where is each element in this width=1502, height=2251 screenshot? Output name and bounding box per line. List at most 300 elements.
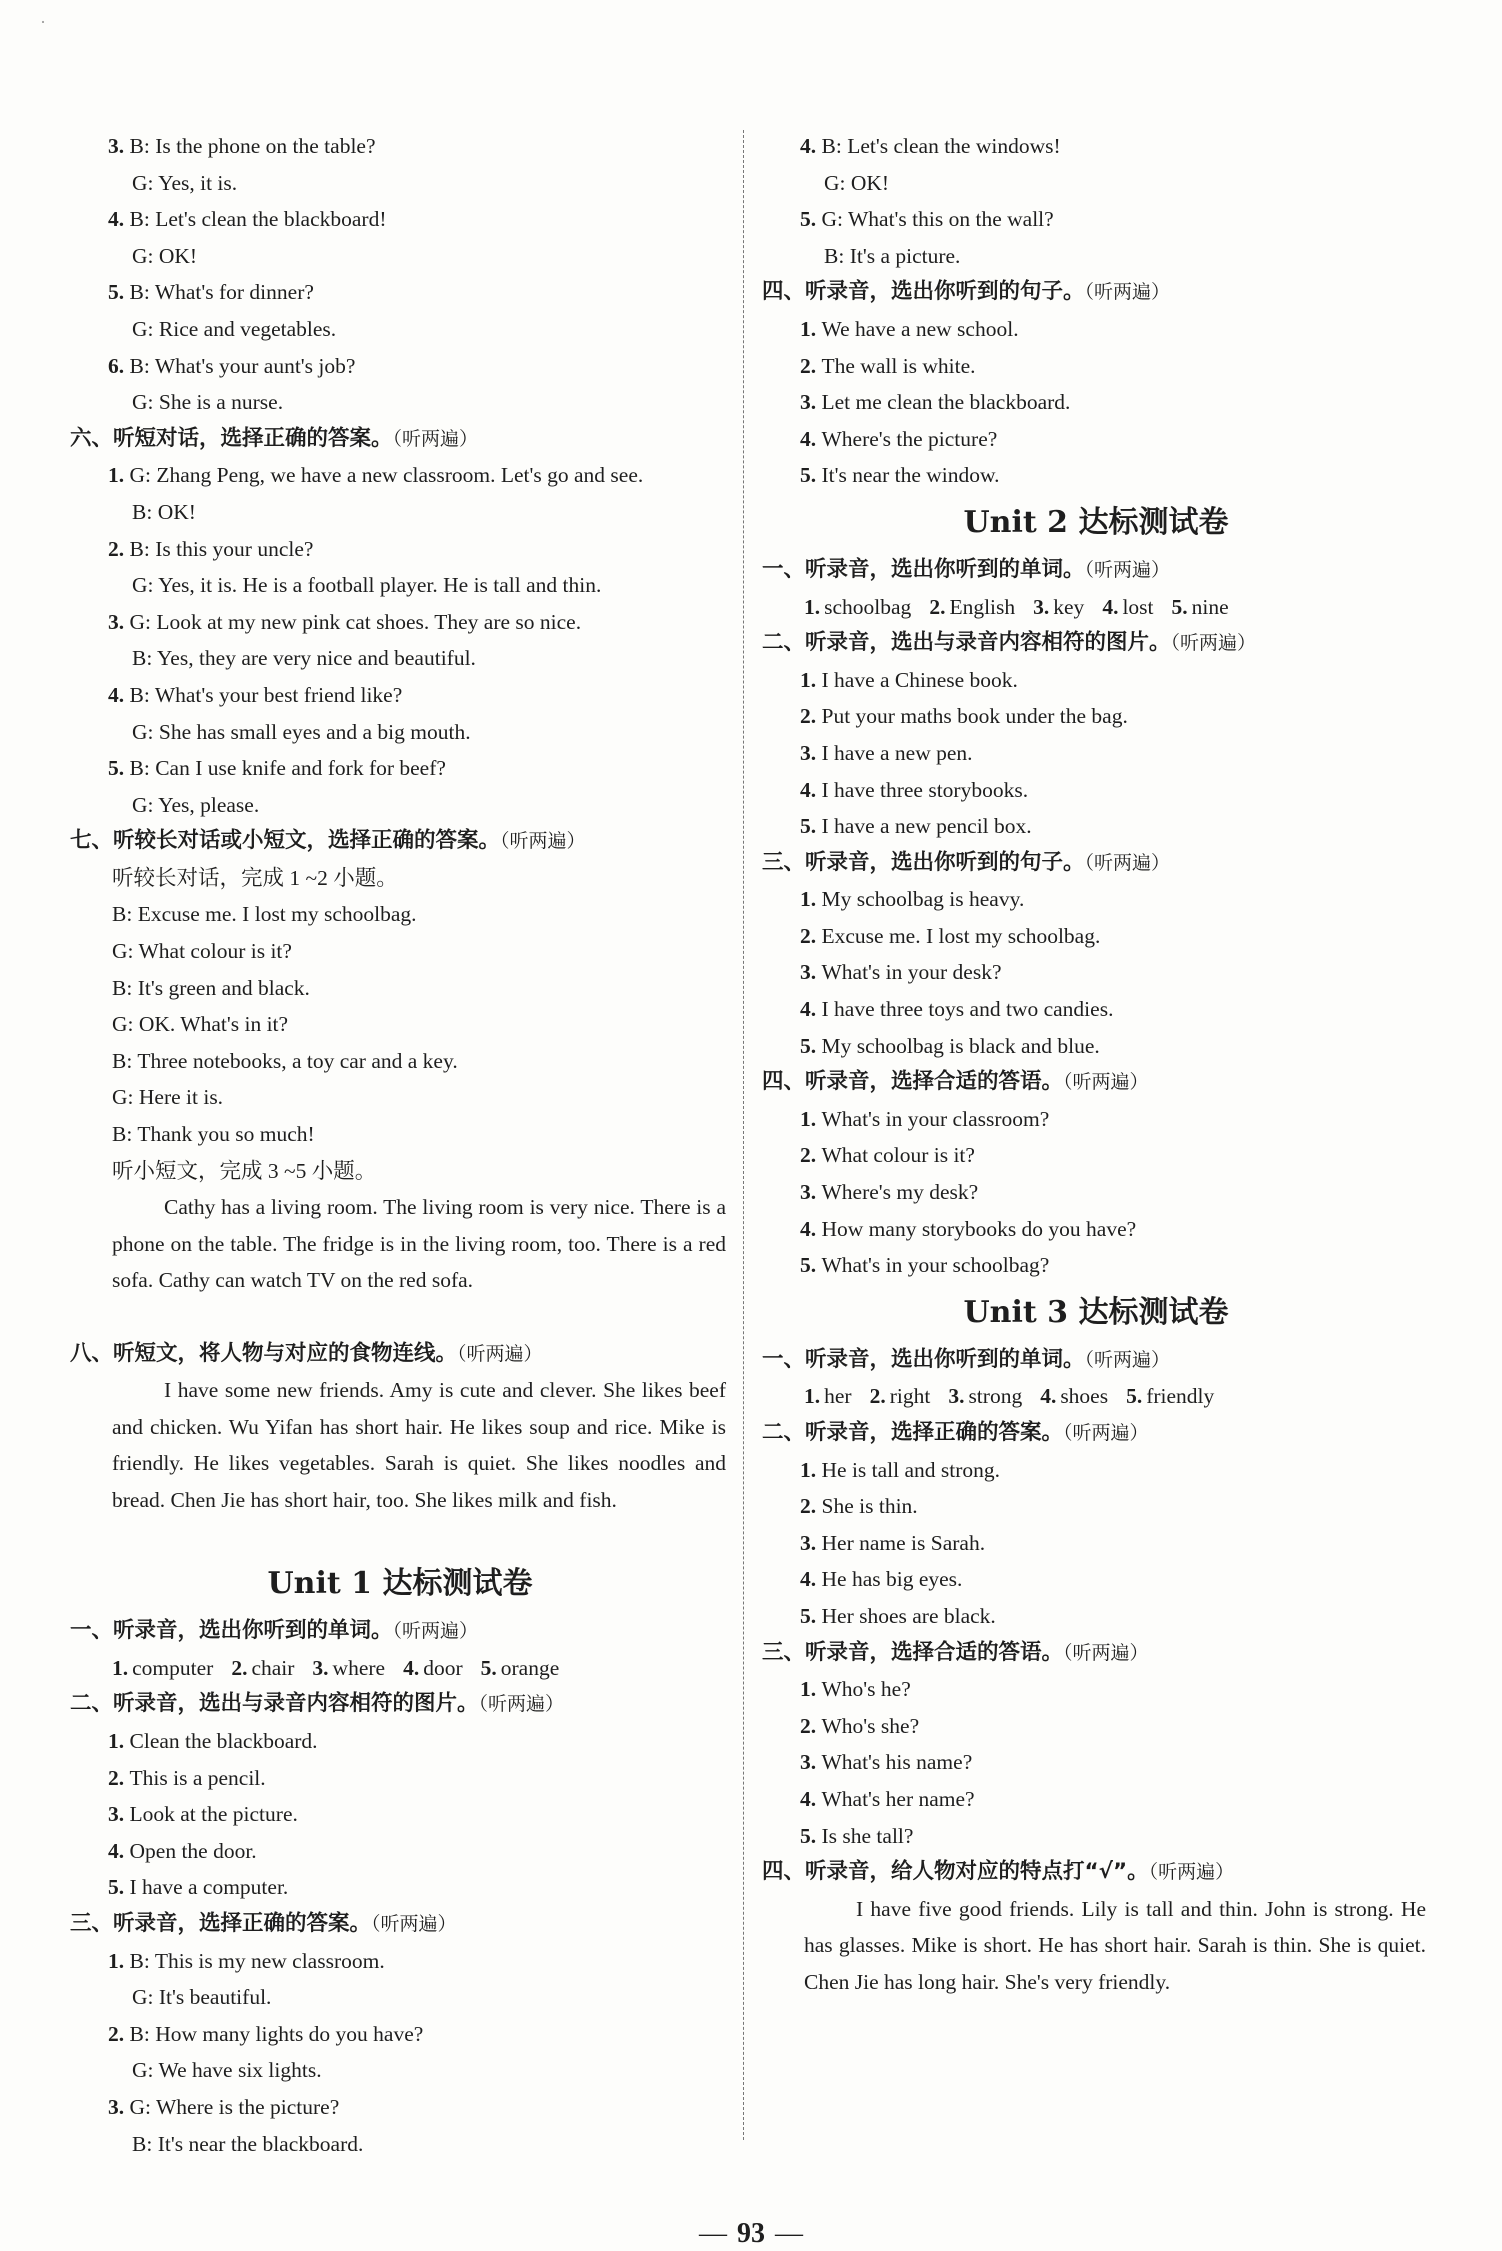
question-number: 5. [108,756,130,781]
question-number: 4. [800,1786,822,1811]
question-line [762,1174,1430,1211]
word-number: 4. [1040,1384,1057,1409]
question-line [762,1598,1430,1635]
question-number: 2. [108,2021,130,2046]
speaker: G: [824,170,851,195]
question-text: Is she tall? [821,1823,914,1848]
word-option: schoolbag [824,594,912,619]
word-number: 2. [929,594,946,619]
question-number: 3. [800,740,822,765]
question-number: 5. [108,280,130,305]
question-number: 5. [800,1823,822,1848]
question-line [70,201,730,238]
speaker: G: [132,792,159,817]
speaker: G: [132,1985,159,2010]
unit-title: Unit 3 达标测试卷 [963,1294,1229,1330]
section-heading-text: 八、听短文，将人物与对应的食物连线。 [70,1340,458,1366]
answer-line [70,494,730,531]
section-heading [70,1613,730,1650]
section-heading-text: 三、听录音，选择正确的答案。 [70,1910,372,1936]
word-number: 3. [312,1655,329,1680]
speaker: B: [112,1122,138,1147]
question-line [70,128,730,165]
question-number: 4. [800,134,822,158]
word-number: 5. [1171,594,1188,619]
question-line [762,311,1430,348]
question-line [762,1708,1430,1745]
question-line [762,1211,1430,1248]
answer-text: OK! [158,243,198,268]
question-line [762,1744,1430,1781]
answer-line [70,238,730,275]
question-number: 4. [800,1567,822,1592]
question-text: Look at my new pink cat shoes. They are so nice. [156,609,582,634]
question-line [70,1943,730,1980]
answer-line [70,384,730,421]
unit-title: Unit 2 达标测试卷 [963,504,1229,540]
dialogue-text: It's green and black. [137,975,310,1000]
question-text: She is thin. [821,1494,918,1519]
question-text: This is my new classroom. [154,1948,385,1973]
answer-line [70,2052,730,2089]
question-number: 1. [108,463,130,488]
question-number: 2. [800,353,822,378]
answer-line [70,714,730,751]
question-number: 1. [800,1677,822,1702]
word-option: English [949,594,1016,619]
dialogue-line [70,970,730,1007]
section-heading-text: 三、听录音，选择合适的答语。 [762,1639,1064,1665]
question-number: 4. [800,426,822,451]
question-line [70,1796,730,1833]
question-text: The wall is white. [821,353,976,378]
section-heading-text: 二、听录音，选出与录音内容相符的图片。 [70,1691,479,1717]
answer-text: It's beautiful. [158,1985,272,2010]
question-line [762,384,1430,421]
word-list [70,1650,730,1687]
question-text: Where is the picture? [156,2094,340,2119]
question-text: What's his name? [821,1750,973,1775]
page-footer: — 93 — [699,2218,803,2249]
question-line [70,457,730,494]
speaker: B: [132,2131,158,2156]
speaker: B: [821,134,848,158]
speaker: B: [129,353,155,378]
question-text: This is a pencil. [129,1765,266,1790]
question-line [70,750,730,787]
corner-mark: · [40,12,46,32]
answer-text: We have six lights. [158,2058,322,2083]
word-option: her [824,1384,852,1409]
word-option: shoes [1060,1384,1109,1409]
speaker: G: [132,719,159,744]
question-line [762,698,1430,735]
question-number: 3. [108,609,130,634]
question-text: I have three toys and two candies. [821,997,1114,1022]
question-number: 5. [800,1603,822,1628]
section-heading [762,845,1430,882]
section-heading-text: 六、听短对话，选择正确的答案。 [70,425,393,451]
question-line [762,808,1430,845]
passage-text: I have five good friends. Lily is tall and thin. John is strong. He has glasses. Mike is short. He has short hair. Sarah is thin. She is quiet. Chen Jie has long hair. She's very friendly. [804,1896,1426,1994]
speaker: B: [129,536,156,561]
section-heading-text: 一、听录音，选出你听到的单词。 [762,556,1085,582]
question-number: 3. [800,1180,822,1205]
question-line [762,1781,1430,1818]
question-text: Open the door. [129,1838,257,1863]
question-line [70,2089,730,2126]
speaker: B: [129,682,155,707]
answer-text: Rice and vegetables. [158,316,337,341]
dialogue-text: Thank you so much! [137,1122,315,1147]
passage [70,1372,730,1555]
question-text: Where's the picture? [821,426,998,451]
question-line [762,1818,1430,1855]
section-heading-text: 四、听录音，给人物对应的特点打“√”。 [762,1859,1149,1885]
question-text: What's your aunt's job? [154,353,356,378]
question-text: My schoolbag is black and blue. [821,1033,1100,1058]
question-line [762,421,1430,458]
question-text: Is the phone on the table? [155,134,376,158]
speaker: B: [129,207,156,232]
question-line [762,1101,1430,1138]
speaker: G: [112,1012,139,1037]
right-column [762,128,1430,2037]
question-line [762,201,1430,238]
question-text: What's her name? [821,1786,975,1811]
question-text: How many storybooks do you have? [821,1216,1137,1241]
section-heading [70,823,730,860]
dialogue-text: Here it is. [138,1085,224,1110]
question-line [70,2016,730,2053]
answer-text: OK! [850,170,890,195]
speaker: B: [112,902,138,927]
question-number: 2. [800,704,822,729]
answer-line [70,311,730,348]
question-line [70,274,730,311]
question-text: He is tall and strong. [821,1457,1001,1482]
speaker: G: [821,207,848,232]
question-line [762,457,1430,494]
section-heading [70,1336,730,1373]
question-line [762,1247,1430,1284]
speaker: B: [129,280,155,305]
question-text: Is this your uncle? [155,536,314,561]
listen-twice-note: （听两遍） [1063,1422,1149,1444]
question-number: 3. [800,390,822,415]
question-number: 1. [800,1106,822,1131]
question-line [70,531,730,568]
word-option: chair [251,1655,295,1680]
question-text: Excuse me. I lost my schoolbag. [821,923,1101,948]
question-text: Can I use knife and fork for beef? [155,756,446,781]
answer-text: It's a picture. [849,243,961,268]
page-number: 93 [737,2218,765,2249]
answer-text: Yes, it is. He is a football player. He is tall and thin. [158,573,602,598]
word-number: 1. [804,1384,821,1409]
question-text: I have three storybooks. [821,777,1029,802]
dialogue-line [70,1079,730,1116]
word-number: 3. [948,1384,965,1409]
speaker: G: [132,243,159,268]
speaker: B: [129,134,156,158]
answer-text: She is a nurse. [158,390,284,415]
speaker: B: [132,499,158,524]
word-number: 4. [403,1655,420,1680]
question-text: I have a new pen. [821,740,973,765]
word-number: 1. [112,1655,129,1680]
section-heading-text: 二、听录音，选出与录音内容相符的图片。 [762,630,1171,656]
question-line [70,1760,730,1797]
listen-twice-note: （听两遍） [1170,632,1257,655]
listen-twice-note: （听两遍） [1084,1348,1171,1371]
question-number: 4. [800,997,822,1022]
question-number: 4. [800,1216,822,1241]
answer-line [762,238,1430,275]
question-number: 5. [800,1033,822,1058]
answer-line [70,1979,730,2016]
answer-line [70,640,730,677]
question-number: 1. [108,1948,130,1973]
section-heading-text: 三、听录音，选出你听到的句子。 [762,849,1085,875]
listen-twice-note: （听两遍） [392,1620,479,1643]
question-number: 1. [108,1728,130,1753]
word-option: lost [1122,594,1154,619]
listen-twice-note: （听两遍） [478,1693,565,1716]
question-number: 3. [108,2094,130,2119]
question-text: Let's clean the windows! [847,134,1061,158]
question-text: What colour is it? [821,1143,975,1168]
dialogue-line [70,1043,730,1080]
speaker: B: [129,756,156,781]
word-option: strong [968,1384,1023,1409]
left-column [70,128,730,2162]
answer-text: Yes, they are very nice and beautiful. [156,646,476,671]
question-text: What's this on the wall? [848,207,1054,232]
question-text: It's near the window. [821,463,1000,488]
question-text: Clean the blackboard. [129,1728,318,1753]
question-text: I have a new pencil box. [821,814,1032,839]
speaker: G: [129,609,157,634]
listen-twice-note: （听两遍） [1063,1641,1149,1664]
section-heading-text: 四、听录音，选出你听到的句子。 [762,279,1085,305]
speaker: G: [132,390,159,415]
dialogue-line [70,933,730,970]
question-line [762,128,1430,165]
word-number: 5. [1126,1384,1143,1409]
listen-twice-note: （听两遍） [1084,558,1171,581]
question-text: What's for dinner? [154,280,314,305]
section-heading [762,1415,1430,1452]
passage [70,1189,730,1335]
dialogue-text: What colour is it? [138,939,292,964]
question-text: Let me clean the blackboard. [821,390,1071,415]
speaker: B: [112,975,138,1000]
section-heading [762,1064,1430,1101]
question-text: Her shoes are black. [821,1603,996,1628]
question-number: 2. [800,923,822,948]
question-line [762,954,1430,991]
question-line [762,1452,1430,1489]
question-text: I have a Chinese book. [821,667,1018,692]
instruction-line: 听小短文，完成 3 ~5 小题。 [112,1158,377,1183]
question-text: I have a computer. [129,1875,289,1900]
question-number: 1. [800,316,822,341]
section-heading [762,1854,1430,1891]
section-heading-text: 一、听录音，选出你听到的单词。 [70,1618,393,1644]
question-line [762,918,1430,955]
section-heading [762,1635,1430,1672]
speaker: B: [824,243,850,268]
word-list [762,589,1430,626]
speaker: G: [129,463,157,488]
speaker: B: [132,646,157,671]
question-line [762,1671,1430,1708]
word-option: friendly [1146,1384,1215,1409]
question-line [762,1525,1430,1562]
question-line [762,1488,1430,1525]
question-number: 2. [108,536,130,561]
section-heading [762,552,1430,589]
dialogue-line [70,1006,730,1043]
speaker: G: [132,573,159,598]
question-number: 6. [108,353,130,378]
question-text: Her name is Sarah. [821,1530,986,1555]
question-line [762,1137,1430,1174]
listen-twice-note: （听两遍） [1084,281,1171,304]
passage-text: Cathy has a living room. The living room is very nice. There is a phone on the table. The fridge is in the living room, too. There is a red sofa. Cathy can watch TV on the red sofa. [112,1195,726,1293]
word-option: where [332,1655,386,1680]
question-text: How many lights do you have? [155,2021,424,2046]
speaker: B: [129,2021,156,2046]
instruction-line: 听较长对话，完成 1 ~2 小题。 [112,865,398,890]
question-line [70,1723,730,1760]
listen-twice-note: （听两遍） [457,1342,543,1365]
speaker: G: [132,170,159,195]
answer-line [70,567,730,604]
answer-line [70,2126,730,2163]
section-heading [70,1686,730,1723]
answer-text: She has small eyes and a big mouth. [158,719,471,744]
word-option: right [889,1384,931,1409]
question-line [70,1869,730,1906]
section-heading [70,1906,730,1943]
question-number: 4. [108,207,130,232]
question-number: 1. [800,887,822,912]
question-number: 5. [800,814,822,839]
word-number: 1. [804,594,821,619]
question-number: 3. [108,134,130,158]
question-line [762,772,1430,809]
dialogue-line [70,896,730,933]
word-list [762,1378,1430,1415]
word-number: 4. [1102,594,1119,619]
section-heading-text: 四、听录音，选择合适的答语。 [762,1069,1064,1095]
question-line [762,662,1430,699]
question-text: He has big eyes. [821,1567,963,1592]
word-option: nine [1191,594,1229,619]
speaker: B: [129,1948,155,1973]
question-number: 2. [108,1765,130,1790]
question-number: 3. [800,1750,822,1775]
question-text: We have a new school. [821,316,1019,341]
question-number: 3. [800,960,822,985]
word-option: door [423,1655,463,1680]
word-number: 2. [231,1655,248,1680]
question-text: My schoolbag is heavy. [821,887,1025,912]
answer-line [70,165,730,202]
question-line [70,348,730,385]
question-line [762,1561,1430,1598]
section-heading [762,1342,1430,1379]
answer-text: Yes, it is. [158,170,238,195]
answer-text: OK! [157,499,196,524]
speaker: G: [132,316,159,341]
speaker: G: [112,939,139,964]
question-line [762,735,1430,772]
listen-twice-note: （听两遍） [392,427,479,450]
question-number: 4. [800,777,822,802]
word-number: 5. [480,1655,497,1680]
dialogue-text: Three notebooks, a toy car and a key. [137,1048,458,1073]
speaker: G: [112,1085,139,1110]
question-number: 1. [800,667,822,692]
listen-twice-note: （听两遍） [1148,1861,1235,1884]
question-number: 1. [800,1457,822,1482]
passage [762,1891,1430,2037]
question-text: What's in your classroom? [821,1106,1050,1131]
question-line [762,1028,1430,1065]
answer-line [70,787,730,824]
question-line [762,991,1430,1028]
question-text: Put your maths book under the bag. [821,704,1128,729]
listen-twice-note: （听两遍） [1063,1071,1149,1094]
column-divider [743,130,744,2140]
section-heading-text: 七、听较长对话或小短文，选择正确的答案。 [70,828,501,854]
question-number: 5. [800,207,822,232]
question-line [70,1833,730,1870]
answer-line [762,165,1430,202]
question-text: Who's she? [821,1713,920,1738]
section-heading-text: 二、听录音，选择正确的答案。 [762,1420,1064,1445]
question-number: 3. [108,1802,130,1827]
question-text: Who's he? [821,1677,911,1702]
section-heading [70,421,730,458]
answer-text: Yes, please. [158,792,260,817]
question-number: 2. [800,1713,822,1738]
question-text: Look at the picture. [129,1802,298,1827]
question-text: Let's clean the blackboard! [155,207,387,232]
question-number: 5. [800,1253,822,1278]
question-number: 2. [800,1494,822,1519]
passage-text: I have some new friends. Amy is cute and clever. She likes beef and chicken. Wu Yifan has short hair. He likes soup and rice. Mike is friendly. He likes vegetables. Sarah is quiet. She likes noodles and bread. Chen Jie has short hair, too. She likes milk and fish. [112,1378,726,1512]
question-number: 5. [108,1875,130,1900]
question-line [70,677,730,714]
speaker: G: [132,2058,159,2083]
word-option: computer [132,1655,214,1680]
section-heading [762,274,1430,311]
listen-twice-note: （听两遍） [500,830,586,853]
question-text: What's in your schoolbag? [821,1253,1050,1278]
section-heading-text: 一、听录音，选出你听到的单词。 [762,1346,1085,1372]
unit-title: Unit 1 达标测试卷 [267,1566,533,1602]
question-number: 4. [108,1838,130,1863]
question-text: What's in your desk? [821,960,1002,985]
listen-twice-note: （听两遍） [371,1912,457,1935]
question-line [762,348,1430,385]
dialogue-text: Excuse me. I lost my schoolbag. [137,902,417,927]
question-number: 2. [800,1143,822,1168]
